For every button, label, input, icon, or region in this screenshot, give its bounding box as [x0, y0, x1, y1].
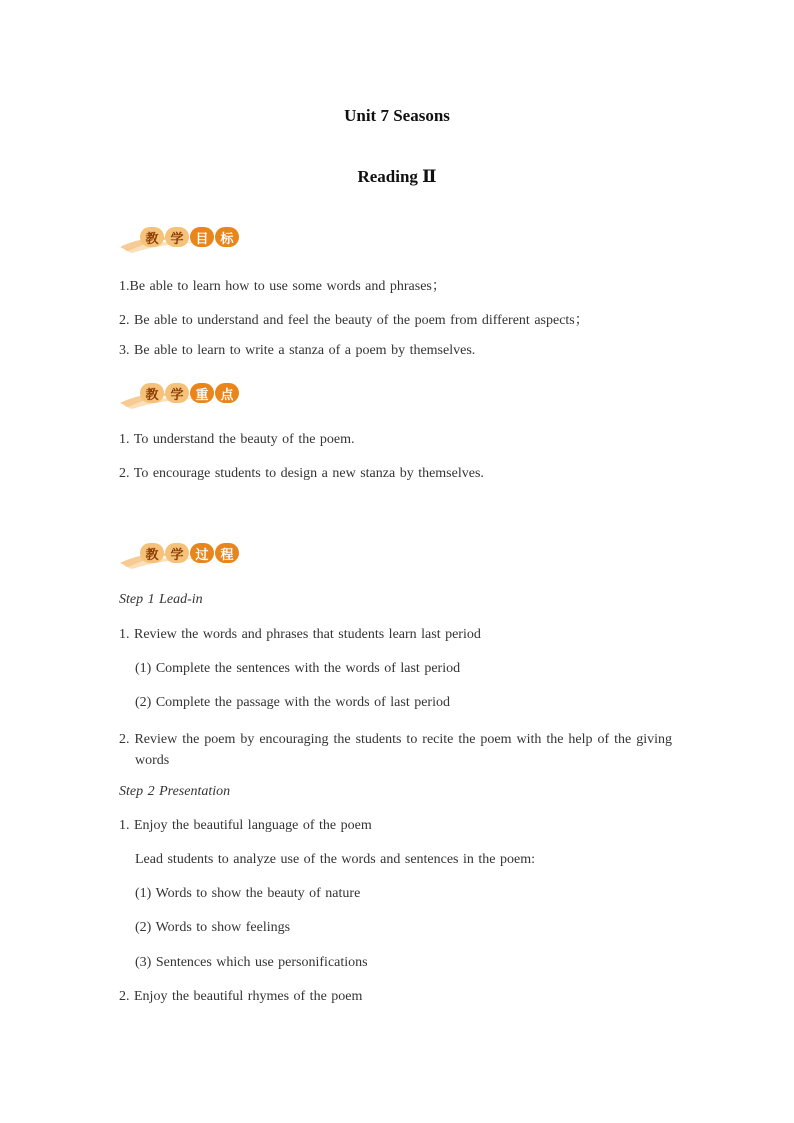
- objective-item: 1.Be able to learn how to use some words and phrases；: [119, 279, 446, 294]
- key-point-item: 1. To understand the beauty of the poem.: [119, 432, 355, 447]
- badge-char: 点: [215, 383, 239, 403]
- step2-subitem: (2) Words to show feelings: [135, 920, 291, 935]
- step2-intro: Lead students to analyze use of the words and sentences in the poem:: [135, 852, 535, 867]
- badge-char: 程: [215, 543, 239, 563]
- step1-item-2-text: 2. Review the poem by encouraging the students to recite the poem with the help of the giving words: [119, 732, 672, 768]
- key-point-item: 2. To encourage students to design a new stanza by themselves.: [119, 466, 484, 481]
- step1-subitem: (2) Complete the passage with the words of last period: [135, 695, 450, 710]
- step2-item: 2. Enjoy the beautiful rhymes of the poem: [119, 989, 363, 1004]
- badge-char: 标: [215, 227, 239, 247]
- badge-char: 目: [190, 227, 214, 247]
- step1-item: [119, 729, 672, 771]
- badge-char: 学: [165, 227, 189, 247]
- objectives-badge: [118, 225, 234, 255]
- page-title: Unit 7 Seasons: [344, 106, 450, 125]
- step2-subitem: (3) Sentences which use personifications: [135, 955, 368, 970]
- step1-subitem: (1) Complete the sentences with the words of last period: [135, 661, 461, 676]
- process-badge: [118, 541, 234, 571]
- badge-char: 学: [165, 543, 189, 563]
- step1-item: 1. Review the words and phrases that students learn last period: [119, 627, 481, 642]
- badge-char: 学: [165, 383, 189, 403]
- step1-heading: Step 1 Lead-in: [119, 592, 203, 607]
- step2-item: 1. Enjoy the beautiful language of the poem: [119, 818, 372, 833]
- badge-char: 过: [190, 543, 214, 563]
- page-subtitle: Reading Ⅱ: [357, 167, 437, 186]
- objective-item: 2. Be able to understand and feel the beauty of the poem from different aspects；: [119, 313, 589, 328]
- badge-char: 教: [140, 227, 164, 247]
- badge-char: 教: [140, 543, 164, 563]
- objective-item: 3. Be able to learn to write a stanza of a poem by themselves.: [119, 343, 476, 358]
- badge-char: 教: [140, 383, 164, 403]
- step2-heading: Step 2 Presentation: [119, 784, 231, 799]
- step2-subitem: (1) Words to show the beauty of nature: [135, 886, 361, 901]
- badge-char: 重: [190, 383, 214, 403]
- key-points-badge: [118, 381, 234, 411]
